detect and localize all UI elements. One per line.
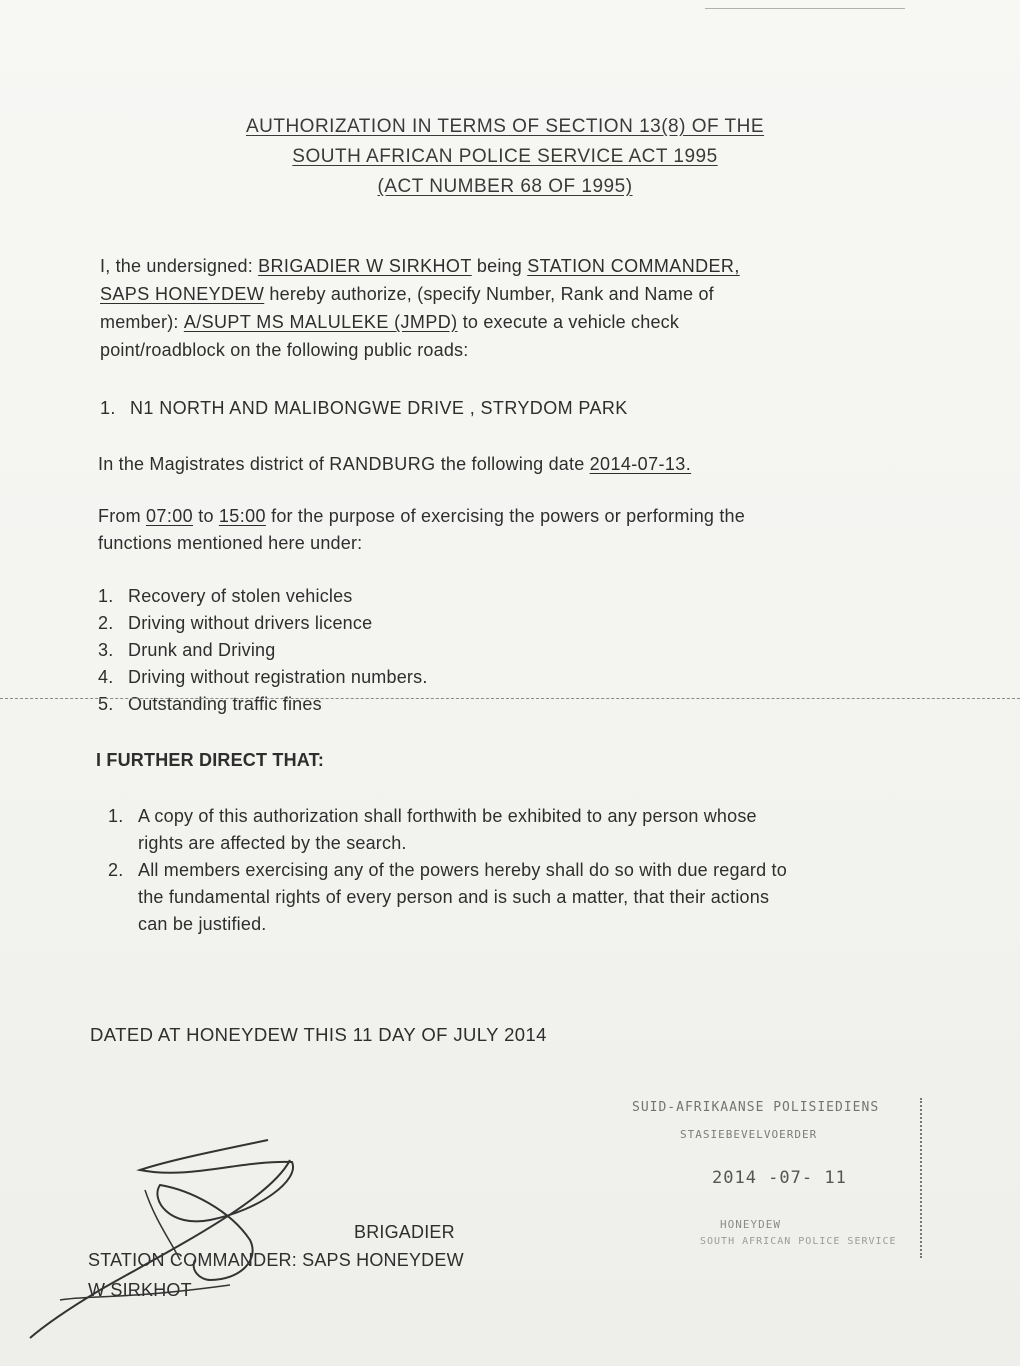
intro-text: being	[471, 256, 528, 276]
district-line	[98, 454, 691, 475]
function-item	[98, 640, 275, 661]
function-item	[98, 613, 372, 634]
time-text: to	[193, 506, 219, 526]
stamp-line4: HONEYDEW	[720, 1218, 781, 1231]
dated-line: DATED AT HONEYDEW THIS 11 DAY OF JULY 2014	[90, 1024, 547, 1045]
function-text: Drunk and Driving	[128, 640, 276, 660]
intro-text: I, the undersigned:	[100, 256, 259, 276]
document-title-line2: SOUTH AFRICAN POLICE SERVICE ACT 1995	[292, 146, 718, 167]
function-number: 5.	[98, 694, 114, 714]
intro-line1	[100, 256, 740, 277]
road-text: N1 NORTH AND MALIBONGWE DRIVE , STRYDOM PARK	[130, 398, 628, 418]
directive-item	[108, 806, 757, 827]
authorizing-officer: BRIGADIER W SIRKHOT	[258, 256, 472, 276]
authorized-member: A/SUPT MS MALULEKE (JMPD)	[183, 312, 458, 332]
officer-role: STATION COMMANDER,	[527, 256, 740, 276]
time-line2: functions mentioned here under:	[98, 533, 363, 553]
district-text: In the Magistrates district of	[98, 454, 330, 474]
intro-line2	[100, 284, 714, 305]
handwritten-signature	[20, 1130, 320, 1350]
signatory-name: W SIRKHOT	[88, 1280, 192, 1300]
time-line1	[98, 506, 745, 527]
time-to: 15:00	[218, 506, 266, 526]
page-edge-line	[705, 8, 905, 9]
function-text: Driving without registration numbers.	[128, 667, 428, 687]
intro-line4: point/roadblock on the following public roads:	[100, 340, 469, 360]
time-from: 07:00	[146, 506, 194, 526]
function-item	[98, 667, 428, 688]
roadblock-date: 2014-07-13.	[589, 454, 692, 474]
intro-text: hereby authorize, (specify Number, Rank and Name of	[264, 284, 714, 304]
further-heading: I FURTHER DIRECT THAT:	[96, 750, 325, 770]
function-number: 4.	[98, 667, 114, 687]
document-title-line3: (ACT NUMBER 68 OF 1995)	[377, 176, 633, 197]
directive-text: can be justified.	[138, 914, 267, 934]
stamp-line1: SUID-AFRIKAANSE POLISIEDIENS	[632, 1100, 880, 1115]
directive-text: All members exercising any of the powers hereby shall do so with due regard to	[138, 860, 787, 880]
intro-text: to execute a vehicle check	[457, 312, 680, 332]
directive-number: 1.	[108, 806, 124, 826]
document-title-line1: AUTHORIZATION IN TERMS OF SECTION 13(8) OF THE	[245, 116, 765, 137]
function-text: Recovery of stolen vehicles	[128, 586, 353, 606]
directive-text: A copy of this authorization shall forthwith be exhibited to any person whose	[138, 806, 757, 826]
district-name: RANDBURG	[329, 454, 436, 474]
intro-line3	[100, 312, 679, 333]
directive-number: 2.	[108, 860, 124, 880]
directive-text: rights are affected by the search.	[138, 833, 407, 853]
function-text: Driving without drivers licence	[128, 613, 373, 633]
function-number: 2.	[98, 613, 114, 633]
stamp-date: 2014 -07- 11	[712, 1168, 847, 1188]
road-number: 1.	[100, 398, 116, 418]
time-text: for the purpose of exercising the powers or performing the	[265, 506, 745, 526]
stamp-line2: STASIEBEVELVOERDER	[680, 1128, 818, 1141]
function-item	[98, 586, 353, 607]
directive-item	[108, 860, 787, 881]
directive-text: the fundamental rights of every person and is such a matter, that their actions	[138, 887, 770, 907]
fold-line	[0, 698, 1020, 699]
intro-text: member):	[100, 312, 184, 332]
function-number: 3.	[98, 640, 114, 660]
signatory-title: STATION COMMANDER: SAPS HONEYDEW	[88, 1250, 464, 1270]
district-text: the following date	[435, 454, 590, 474]
signatory-rank: BRIGADIER	[354, 1222, 455, 1242]
road-item	[100, 398, 628, 419]
function-text: Outstanding traffic fines	[128, 694, 322, 714]
stamp-line5: SOUTH AFRICAN POLICE SERVICE	[700, 1236, 897, 1247]
station-name: SAPS HONEYDEW	[100, 284, 265, 304]
function-number: 1.	[98, 586, 114, 606]
time-text: From	[98, 506, 146, 526]
